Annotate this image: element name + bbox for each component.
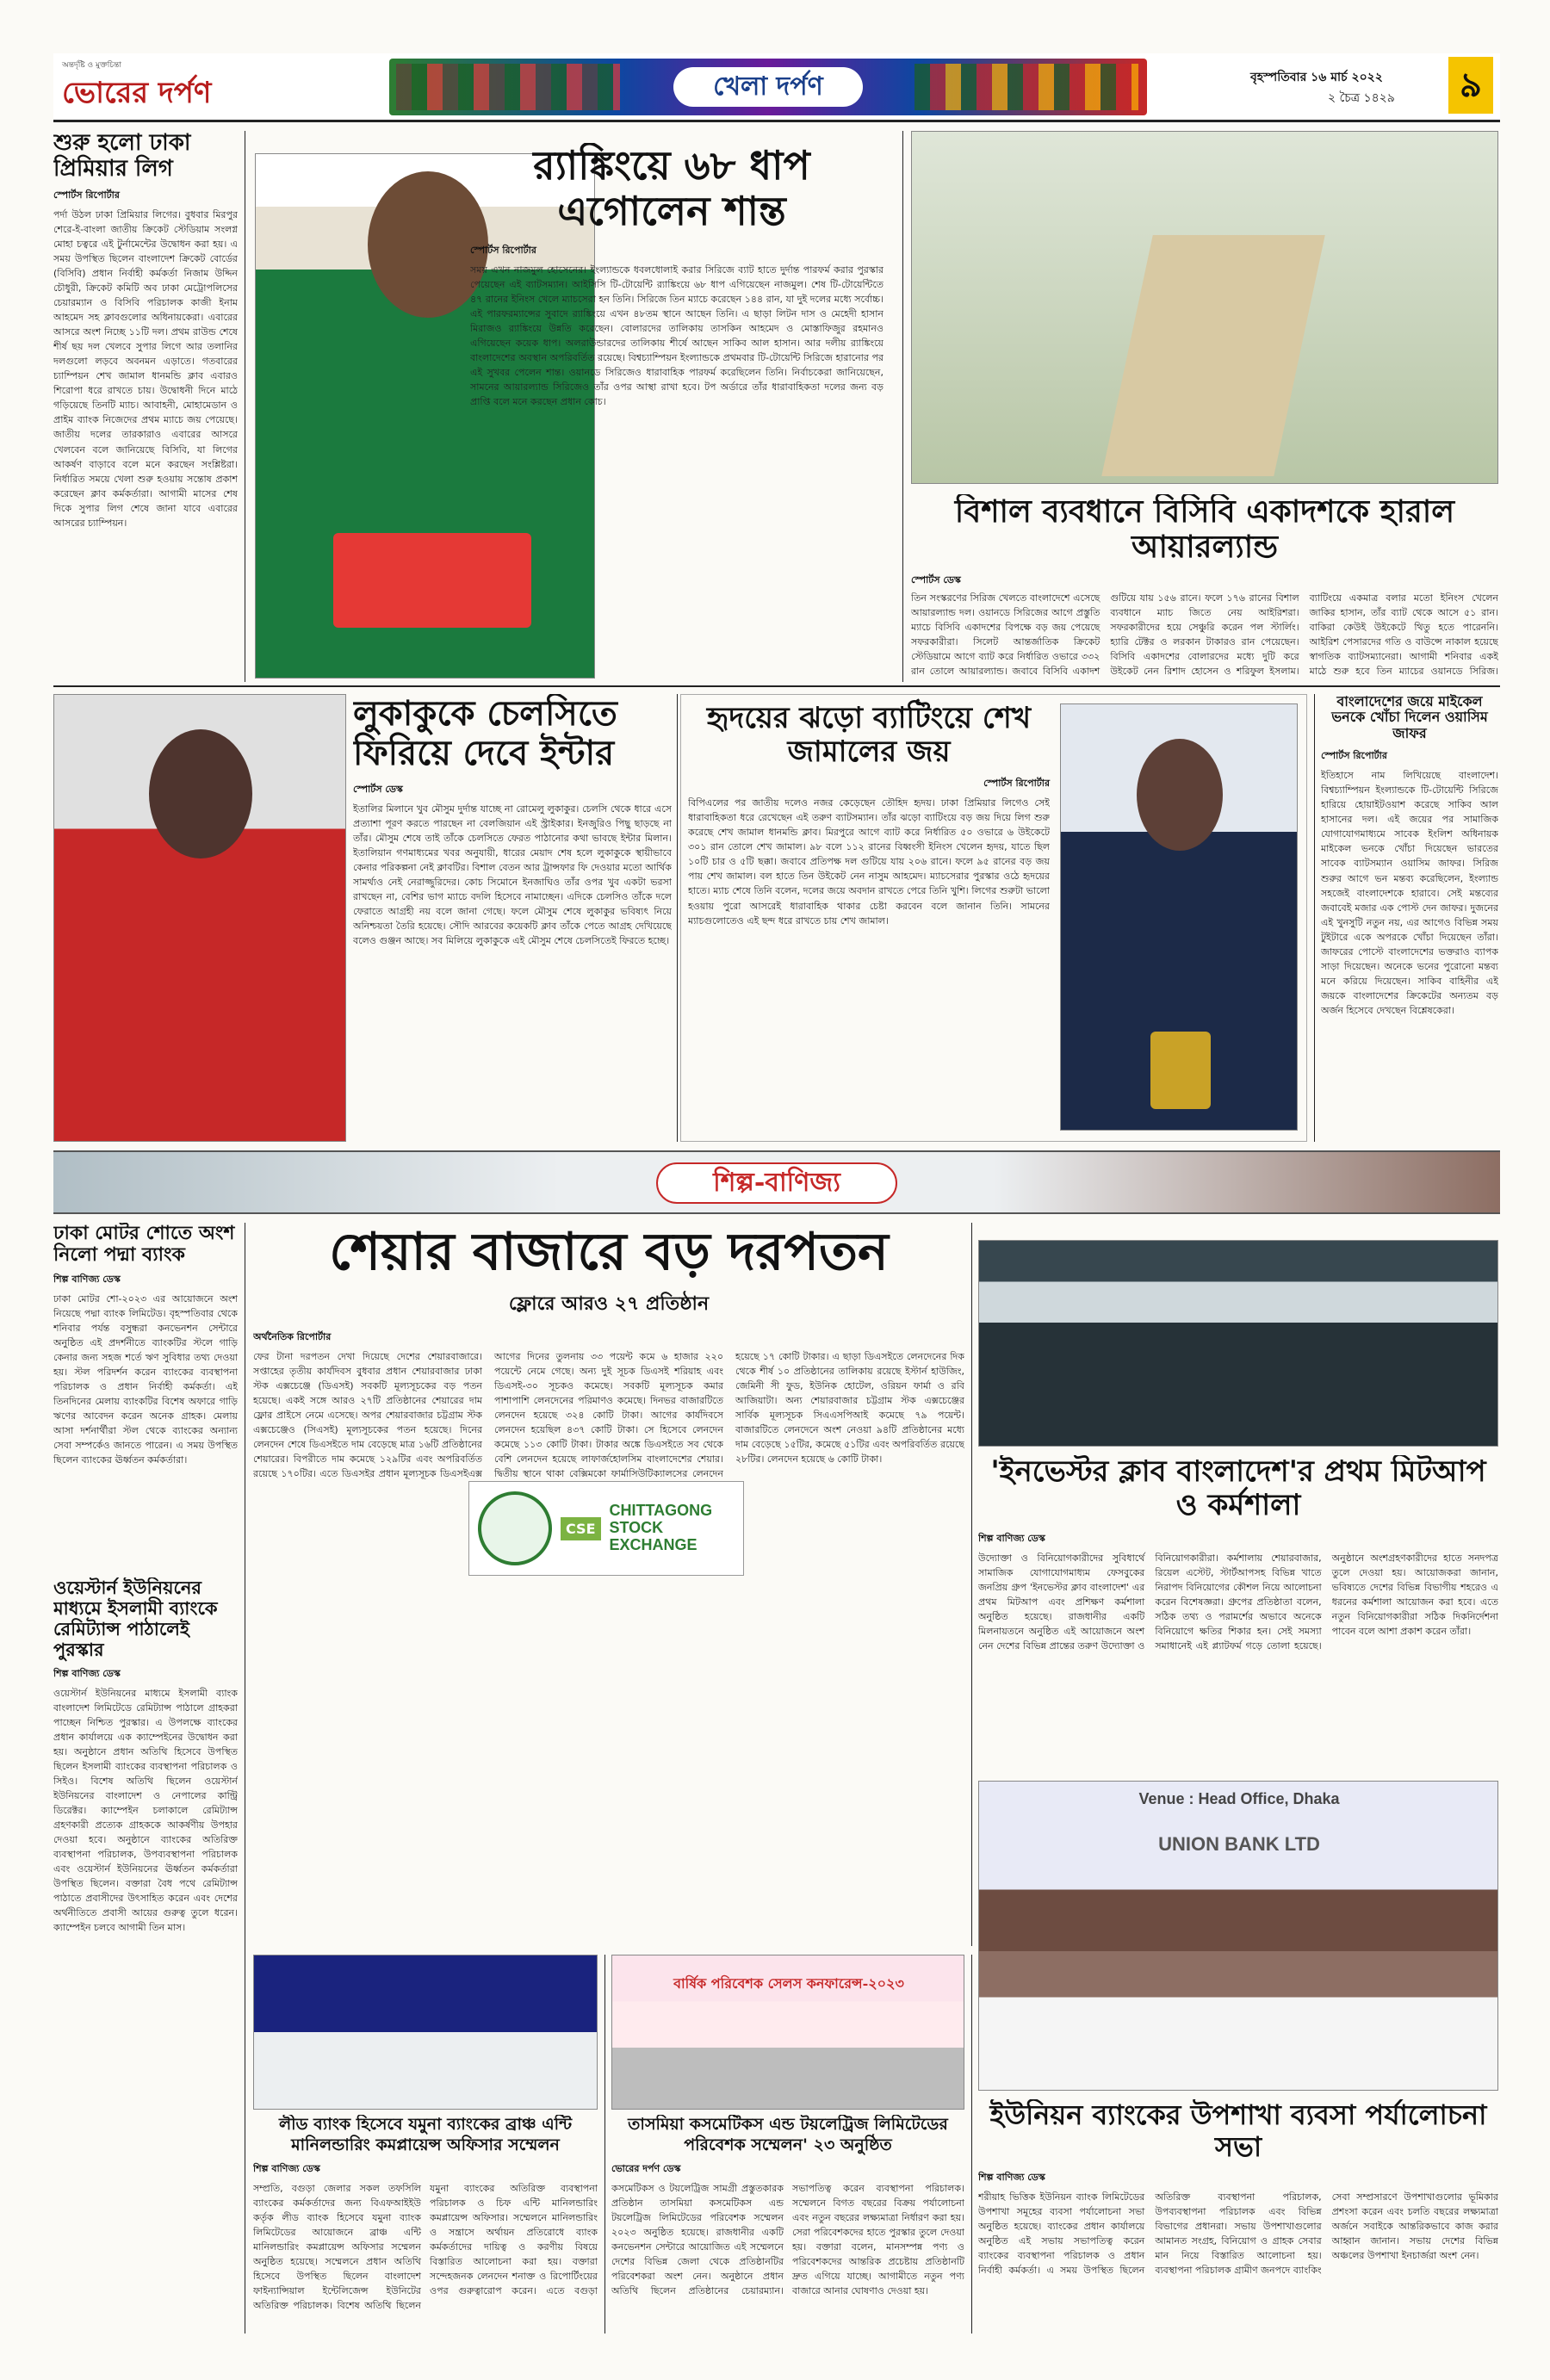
tasmia-photo <box>611 1955 964 2110</box>
article-body: ইতিহাসে নাম লিখিয়েছে বাংলাদেশ। বিশ্বচ্যাম্পিয়ন ইংল্যান্ডকে টি-টোয়েন্টি সিরিজে হারিয়ে হোয়াইটওয়াশ করেছে সাকিব আল হাসানের দল। এই জয়ের পর সামাজিক যোগাযোগমাধ্যমে সাবেক ইংলিশ অধিনায়ক মাইকেল ভনকে খোঁচা দিয়েছেন ভারতের সাবেক ব্যাটসম্যান ওয়াসিম জাফর। সিরিজ শুরুর আগে ভন মন্তব্য করেছিলেন, ইংল্যান্ড সহজেই বাংলাদেশকে হারাবে। সেই মন্তব্যের জবাবেই মজার এক পোস্ট দেন জাফর। দুজনের এই খুনসুটি নতুন নয়, এর আগেও বিভিন্ন সময় টুইটারে একে অপরকে খোঁচা দিয়েছেন তাঁরা। জাফরের পোস্টে বাংলাদেশের ভক্তরাও ব্যাপক সাড়া দিয়েছেন। অনেকে ভনের পুরোনো মন্তব্য মনে করিয়ে দিয়েছেন। সাকিব বাহিনীর এই জয়কে বাংলাদেশের ক্রিকেটের অন্যতম বড় অর্জন হিসেবে দেখছেন বিশ্লেষকেরা। <box>1321 770 1498 1016</box>
article-tasmia <box>611 2115 964 2340</box>
article-shanto <box>465 143 896 677</box>
article-western-union <box>53 1577 238 2335</box>
headline-union-bank: ইউনিয়ন ব্যাংকের উপশাখা ব্যবসা পর্যালোচনা সভা <box>989 2099 1487 2163</box>
hridoy-photo <box>1060 703 1298 1131</box>
headline-western-union: ওয়েস্টার্ন ইউনিয়নের মাধ্যমে ইসলামী ব্যাংকে রেমিট্যান্স পাঠালেই পুরস্কার <box>53 1577 218 1661</box>
cse-logo-text: CHITTAGONG STOCK EXCHANGE <box>609 1502 713 1553</box>
union-bank-photo <box>978 1781 1498 2091</box>
headline-sheikh-jamal: হৃদয়ের ঝড়ো ব্যাটিংয়ে শেখ জামালের জয় <box>706 701 1032 770</box>
headline-share-market: শেয়ার বাজারে বড় দরপতন <box>329 1223 889 1282</box>
headline-jamuna: লীড ব্যাংক হিসেবে যমুনা ব্যাংকের ব্রাঞ্চ এন্টি মানিলন্ডারিং কমপ্লায়েন্স অফিসার সম্মেলন <box>278 2115 573 2154</box>
article-body: সম্প্রতি, বগুড়া জেলার সকল তফসিলি ব্যাংকের কর্মকর্তাদের জন্য বিএফআইইউ কর্তৃক লীড ব্যাংক হিসেবে যমুনা ব্যাংক লিমিটেডের আয়োজনে ব্রাঞ্চ এন্টি মানিলন্ডারিং কমপ্লায়েন্স অফিসার সম্মেলন অনুষ্ঠিত হয়েছে। সম্মেলনে প্রধান অতিথি হিসেবে উপস্থিত ছিলেন বাংলাদেশ ফাইন্যান্সিয়াল ইন্টেলিজেন্স ইউনিটের অতিরিক্ত পরিচালক। বিশেষ অতিথি ছিলেন যমুনা ব্যাংকের অতিরিক্ত ব্যবস্থাপনা পরিচালক ও চিফ এন্টি মানিলন্ডারিং কমপ্লায়েন্স অফিসার। সম্মেলনে মানিলন্ডারিং ও সন্ত্রাসে অর্থায়ন প্রতিরোধে ব্যাংক কর্মকর্তাদের দায়িত্ব ও করণীয় বিষয়ে বিস্তারিত আলোচনা করা হয়। বক্তারা সন্দেহজনক লেনদেন শনাক্ত ও রিপোর্টিংয়ের ওপর গুরুত্বারোপ করেন। এতে বগুড়া <box>253 2182 598 2311</box>
cse-badge: CSE <box>561 1517 601 1540</box>
article-jamuna <box>253 2115 598 2340</box>
byline: শিল্প বাণিজ্য ডেস্ক <box>978 2171 1045 2183</box>
headline-investors: 'ইনভেস্টর ক্লাব বাংলাদেশ'র প্রথম মিটআপ ও কর্মশালা <box>990 1455 1486 1523</box>
byline: ভোরের দর্পণ ডেস্ক <box>611 2162 681 2174</box>
jamuna-photo <box>253 1955 598 2110</box>
article-body: ইতালির মিলানে খুব মৌসুম দুর্দান্ত যাচ্ছে না রোমেলু লুকাকুর। চেলসি থেকে ধারে এসে প্রত্যাশা পূরণ করতে পারছেন না বেলজিয়ান এই স্ট্রাইকার। ইনজুরিও পিছু ছাড়ছে না তাঁর। মৌসুম শেষে তাই তাঁকে চেলসিতে ফেরত পাঠানোর কথা ভাবছে ইন্টার মিলান। ইতালিয়ান গণমাধ্যমের খবর অনুযায়ী, ধারের মেয়াদ শেষ হলে লুকাকুকে স্থায়ীভাবে কেনার পরিকল্পনা নেই ক্লাবটির। বিশাল বেতন আর ট্রান্সফার ফি দেওয়ার মতো আর্থিক সামর্থ্যও নেই নেরাজ্জুরিদের। কোচ সিমোনে ইনজাঘিও তাঁর ওপর খুব একটা ভরসা রাখছেন না, বেশির ভাগ ম্যাচে বদলি হিসেবে নামাচ্ছেন। এদিকে চেলসিও তাঁকে দলে ফেরাতে আগ্রহী নয় বলে জানা গেছে। ফলে মৌসুম শেষে লুকাকুর ভবিষ্যৎ নিয়ে অনিশ্চয়তা তৈরি হয়েছে। সৌদি আরবের কয়েকটি ক্লাব তাঁকে পেতে আগ্রহ দেখিয়েছে বলেও গুঞ্জন আছে। সব মিলিয়ে লুকাকুকে এই মৌসুম শেষে চেলসিতেই ফিরতে হচ্ছে। <box>353 803 672 947</box>
byline: স্পোর্টস রিপোর্টার <box>53 189 120 201</box>
article-premier-league <box>53 131 238 682</box>
date-line-2: ২ চৈত্র ১৪২৯ <box>1328 91 1395 105</box>
article-body: উদ্যোক্তা ও বিনিয়োগকারীদের সুবিধার্থে সামাজিক যোগাযোগমাধ্যম ফেসবুকের জনপ্রিয় গ্রুপ 'ইনভেস্টর ক্লাব বাংলাদেশ' এর প্রথম মিটআপ এবং প্রশিক্ষণ কর্মশালা অনুষ্ঠিত হয়েছে। রাজধানীর একটি মিলনায়তনে অনুষ্ঠিত এই আয়োজনে অংশ নেন দেশের বিভিন্ন প্রান্তের তরুণ উদ্যোক্তা ও বিনিয়োগকারীরা। কর্মশালায় শেয়ারবাজার, রিয়েল এস্টেট, স্টার্টআপসহ বিভিন্ন খাতে নিরাপদ বিনিয়োগের কৌশল নিয়ে আলোচনা করেন বিশেষজ্ঞরা। গ্রুপের প্রতিষ্ঠাতা বলেন, সঠিক তথ্য ও পরামর্শের অভাবে অনেকে বিনিয়োগে ক্ষতির শিকার হন। সেই সমস্যা সমাধানেই এই প্ল্যাটফর্ম গড়ে তোলা হয়েছে। অনুষ্ঠানে অংশগ্রহণকারীদের হাতে সনদপত্র তুলে দেওয়া হয়। আয়োজকরা জানান, ভবিষ্যতে দেশের বিভিন্ন বিভাগীয় শহরেও এ ধরনের কর্মশালা আয়োজন করা হবে। এতে নতুন বিনিয়োগকারীরা সঠিক দিকনির্দেশনা পাবেন বলে আশা প্রকাশ করেন তাঁরা। <box>978 1553 1498 1652</box>
business-banner <box>53 1150 1500 1214</box>
article-body: তিন সংস্করণের সিরিজ খেলতে বাংলাদেশে এসেছে আয়ারল্যান্ড দল। ওয়ানডে সিরিজের আগে প্রস্তুতি ম্যাচে বিসিবি একাদশের বিপক্ষে বড় জয় পেয়েছে সফরকারীরা। সিলেট আন্তর্জাতিক ক্রিকেট স্টেডিয়ামে আগে ব্যাট করে নির্ধারিত ওভারে ৩৩২ রান তোলে আয়ারল্যান্ড। জবাবে বিসিবি একাদশ গুটিয়ে যায় ১৫৬ রানে। ফলে ১৭৬ রানের বিশাল ব্যবধানে ম্যাচ জিতে নেয় আইরিশরা। সফরকারীদের হয়ে সেঞ্চুরি করেন পল স্টার্লিং। হ্যারি টেক্টর ও লরকান টাকারও রান পেয়েছেন। বিসিবি একাদশের বোলারদের মধ্যে দুটি করে উইকেট নেন রিশাদ হোসেন ও শরিফুল ইসলাম। ব্যাটিংয়ে একমাত্র বলার মতো ইনিংস খেলেন জাকির হাসান, তাঁর ব্যাট থেকে আসে ৫১ রান। বাকিরা কেউই উইকেটে থিতু হতে পারেননি। আইরিশ পেসারদের গতি ও বাউন্সে নাকাল হয়েছে স্বাগতিক ব্যাটসম্যানেরা। আগামী শনিবার একই মাঠে শুরু হবে তিন ম্যাচের ওয়ানডে সিরিজ। <box>911 592 1498 678</box>
column-divider <box>971 1223 972 1946</box>
cse-logo <box>468 1481 744 1576</box>
article-body: ঢাকা মোটর শো-২০২৩ এর আয়োজনে অংশ নিয়েছে পদ্মা ব্যাংক লিমিটেড। বৃহস্পতিবার থেকে শনিবার পর্যন্ত বসুন্ধরা কনভেনশন সেন্টারে অনুষ্ঠিত এই প্রদর্শনীতে ব্যাংকটির স্টলে গাড়ি কেনার জন্য সহজ শর্তে ঋণ সুবিধার তথ্য দেওয়া হয়। স্টল পরিদর্শন করেন ব্যাংকের ব্যবস্থাপনা পরিচালক ও প্রধান নির্বাহী কর্মকর্তা। এই তিনদিনের মেলায় ব্যাংকটির বিশেষ অফারে গাড়ি ঋণের আবেদন করেন অনেক গ্রাহক। মেলায় আসা দর্শনার্থীরা স্টল থেকে ব্যাংকের অন্যান্য সেবা সম্পর্কেও জানতে পারেন। এ সময় উপস্থিত ছিলেন ব্যাংকের ঊর্ধ্বতন কর্মকর্তারা। <box>53 1292 238 1466</box>
article-share-market <box>253 1223 964 1946</box>
investors-photo <box>978 1240 1498 1447</box>
cse-seal-icon <box>478 1491 552 1565</box>
article-body: শরীয়াহ ভিত্তিক ইউনিয়ন ব্যাংক লিমিটেডের উপশাখা সমূহের ব্যবসা পর্যালোচনা সভা অনুষ্ঠিত হয়েছে। ব্যাংকের প্রধান কার্যালয়ে অনুষ্ঠিত এই সভায় সভাপতিত্ব করেন ব্যাংকের ব্যবস্থাপনা পরিচালক ও প্রধান নির্বাহী কর্মকর্তা। এ সময় উপস্থিত ছিলেন অতিরিক্ত ব্যবস্থাপনা পরিচালক, উপব্যবস্থাপনা পরিচালক এবং বিভিন্ন বিভাগের প্রধানরা। সভায় উপশাখাগুলোর আমানত সংগ্রহ, বিনিয়োগ ও গ্রাহক সেবার মান নিয়ে বিস্তারিত আলোচনা হয়। ব্যবস্থাপনা পরিচালক গ্রামীণ জনপদে ব্যাংকিং সেবা সম্প্রসারণে উপশাখাগুলোর ভূমিকার প্রশংসা করেন এবং চলতি বছরের লক্ষ্যমাত্রা অর্জনে সবাইকে আন্তরিকভাবে কাজ করার আহ্বান জানান। সভায় দেশের বিভিন্ন অঞ্চলের উপশাখা ইনচার্জরা অংশ নেন। <box>978 2191 1498 2276</box>
article-body: সময় এখন নাজমুল হোসেনের। ইংল্যান্ডকে ধবলধোলাই করার সিরিজে ব্যাট হাতে দুর্দান্ত পারফর্ম করার পুরস্কার পেয়েছেন এই ব্যাটসম্যান। আইসিসি টি-টোয়েন্টি র‍্যাঙ্কিংয়ে ৬৮ ধাপ এগিয়েছেন নাজমুল। শেষ টি-টোয়েন্টিতে ৪৭ রানের ইনিংস খেলে ম্যাচসেরা হন তিনি। সিরিজে তিন ম্যাচে করেছেন ১৪৪ রান, যা দুই দলের মধ্যে সর্বোচ্চ। এই পারফরম্যান্সের সুবাদে র‍্যাঙ্কিংয়ে এখন ৪৮তম স্থানে আছেন তিনি। এ ছাড়া লিটন দাস ও মেহেদী হাসান মিরাজও র‍্যাঙ্কিংয়ে উন্নতি করেছেন। বোলারদের তালিকায় তাসকিন আহমেদ ও মোস্তাফিজুর রহমানও এগিয়েছেন কয়েক ধাপ। অলরাউন্ডারদের তালিকায় শীর্ষে আছেন সাকিব আল হাসান। আর দলীয় র‍্যাঙ্কিংয়ে বাংলাদেশের অবস্থান অপরিবর্তিত রয়েছে। বিশ্বচ্যাম্পিয়ন ইংল্যান্ডকে প্রথমবার টি-টোয়েন্টি সিরিজে হারানোর পর এই সুখবর পেলেন শান্ত। ওয়ানডে সিরিজেও ধারাবাহিক পারফর্ম করেছিলেন তিনি। নির্বাচকেরা জানিয়েছেন, সামনের আয়ারল্যান্ড সিরিজেও তাঁর ওপর আস্থা রাখা হবে। টপ অর্ডারে তাঁর ধারাবাহিকতা দলের জন্য বড় প্রাপ্তি বলে মনে করছেন প্রধান কোচ। <box>470 263 884 408</box>
business-banner-title: শিল্প-বাণিজ্য <box>656 1162 897 1204</box>
headline-padma: ঢাকা মোটর শোতে অংশ নিলো পদ্মা ব্যাংক <box>53 1223 235 1267</box>
date-line-1: বৃহস্পতিবার ১৬ মার্চ ২০২২ <box>1250 71 1383 84</box>
headline-wasim: বাংলাদেশের জয়ে মাইকেল ভনকে খোঁচা দিলেন ওয়াসিম জাফর <box>1331 694 1488 741</box>
union-bank-photo-logo: UNION BANK LTD <box>1158 1833 1320 1855</box>
row-divider <box>53 685 1500 687</box>
byline: শিল্প বাণিজ্য ডেস্ক <box>253 2162 320 2174</box>
player-photo-strip-left <box>396 64 620 110</box>
article-wasim <box>1321 694 1498 1142</box>
byline: অর্থনৈতিক রিপোর্টার <box>253 1331 332 1342</box>
headline-shanto: র‍্যাঙ্কিংয়ে ৬৮ ধাপ এগোলেন শান্ত <box>533 143 810 234</box>
article-lukaku <box>353 694 672 1142</box>
masthead <box>53 53 1500 122</box>
player-head <box>1137 739 1223 851</box>
player-photo-strip-right <box>914 64 1138 110</box>
article-body: বিপিএলের পর জাতীয় দলেও নজর কেড়েছেন তৌহিদ হৃদয়। ঢাকা প্রিমিয়ার লিগেও সেই ধারাবাহিকতা ধরে রেখেছেন এই তরুণ ব্যাটসম্যান। তাঁর ঝড়ো ব্যাটিংয়ে বড় জয় দিয়ে লিগ শুরু করেছে শেখ জামাল ধানমন্ডি ক্লাব। মিরপুরে আগে ব্যাট করে নির্ধারিত ৫০ ওভারে ৬ উইকেটে ৩০১ রান তোলে শেখ জামাল। ৯৮ বলে ১১২ রানের বিধ্বংসী ইনিংস খেলেন হৃদয়, যাতে ছিল ১০টি চার ও ৫টি ছক্কা। জবাবে প্রতিপক্ষ দল গুটিয়ে যায় ২০৬ রানে। ফলে ৯৫ রানের বড় জয় পায় শেখ জামাল। বল হাতে তিন উইকেট নেন নাসুম আহমেদ। ম্যাচসেরার পুরস্কার ওঠে হৃদয়ের হাতে। ম্যাচ শেষে তিনি বলেন, দলের জয়ে অবদান রাখতে পেরে তিনি খুশি। লিগের শুরুটা ভালো হওয়ায় পুরো আসরেই ধারাবাহিক থাকার চেষ্টা করবেন বলে জানান তিনি। সামনের ম্যাচগুলোতেও এই ছন্দ ধরে রাখতে চায় শেখ জামাল। <box>688 797 1050 927</box>
column-divider <box>604 1955 605 2334</box>
headline-bcb-xi: বিশাল ব্যবধানে বিসিবি একাদশকে হারাল আয়ারল্যান্ড <box>954 494 1455 566</box>
page-number: ৯ <box>1448 57 1493 114</box>
article-body: কসমেটিকস ও টয়লেট্রিজ সামগ্রী প্রস্তুতকারক প্রতিষ্ঠান তাসমিয়া কসমেটিকস এন্ড টয়লেট্রিজ লিমিটেডের পরিবেশক সম্মেলন ২০২৩ অনুষ্ঠিত হয়েছে। রাজধানীর একটি কনভেনশন সেন্টারে আয়োজিত এই সম্মেলনে দেশের বিভিন্ন জেলা থেকে প্রতিষ্ঠানটির পরিবেশকরা অংশ নেন। অনুষ্ঠানে প্রধান অতিথি ছিলেন প্রতিষ্ঠানের চেয়ারম্যান। সভাপতিত্ব করেন ব্যবস্থাপনা পরিচালক। সম্মেলনে বিগত বছরের বিক্রয় পর্যালোচনা এবং নতুন বছরের লক্ষ্যমাত্রা নির্ধারণ করা হয়। সেরা পরিবেশকদের হাতে পুরস্কার তুলে দেওয়া হয়। বক্তারা বলেন, মানসম্পন্ন পণ্য ও পরিবেশকদের আন্তরিক প্রচেষ্টায় প্রতিষ্ঠানটি দ্রুত এগিয়ে যাচ্ছে। আগামীতে নতুন পণ্য বাজারে আনার ঘোষণাও দেওয়া হয়। <box>611 2182 964 2296</box>
pitch-strip <box>1101 235 1325 476</box>
column-divider <box>1314 694 1315 1142</box>
tasmia-banner-text: বার্ষিক পরিবেশক সেলস কনফারেন্স-২০২৩ <box>673 1975 904 1992</box>
byline: স্পোর্টস রিপোর্টার <box>983 778 1050 790</box>
column-divider <box>677 694 678 1142</box>
headline-tasmia: তাসমিয়া কসমেটিকস এন্ড টয়লেট্রিজ লিমিটেডের পরিবেশক সম্মেলন' ২৩ অনুষ্ঠিত <box>628 2115 948 2154</box>
column-divider <box>971 1955 972 2334</box>
article-bcb-xi <box>911 494 1498 680</box>
byline: স্পোর্টস রিপোর্টার <box>470 244 536 256</box>
article-body: ওয়েস্টার্ন ইউনিয়নের মাধ্যমে ইসলামী ব্যাংক বাংলাদেশ লিমিটেডে রেমিট্যান্স পাঠালে গ্রাহকরা পাচ্ছেন নিশ্চিত পুরস্কার। এ উপলক্ষে ব্যাংকের প্রধান কার্যালয়ে এক ক্যাম্পেইনের উদ্বোধন করা হয়। অনুষ্ঠানে প্রধান অতিথি হিসেবে উপস্থিত ছিলেন ইসলামী ব্যাংকের ব্যবস্থাপনা পরিচালক ও সিইও। বিশেষ অতিথি ছিলেন ওয়েস্টার্ন ইউনিয়নের বাংলাদেশ ও নেপালের কান্ট্রি ডিরেক্টর। ক্যাম্পেইন চলাকালে রেমিট্যান্স গ্রহণকারী প্রত্যেক গ্রাহককে আকর্ষণীয় উপহার দেওয়া হবে। অনুষ্ঠানে ব্যাংকের অতিরিক্ত ব্যবস্থাপনা পরিচালক, উপব্যবস্থাপনা পরিচালক এবং ওয়েস্টার্ন ইউনিয়নের ঊর্ধ্বতন কর্মকর্তারা উপস্থিত ছিলেন। বক্তারা বৈধ পথে রেমিট্যান্স পাঠাতে প্রবাসীদের উৎসাহিত করেন এবং দেশের অর্থনীতিতে প্রবাসী আয়ের গুরুত্ব তুলে ধরেন। ক্যাম্পেইন চলবে আগামী তিন মাস। <box>53 1687 238 1934</box>
masthead-logo: ভোরের দর্পণ <box>62 76 212 110</box>
byline: স্পোর্টস ডেস্ক <box>353 784 403 795</box>
headline-premier-league: শুরু হলো ঢাকা প্রিমিয়ার লিগ <box>53 131 191 182</box>
article-body: পর্দা উঠল ঢাকা প্রিমিয়ার লিগের। বুধবার মিরপুর শেরে-ই-বাংলা জাতীয় ক্রিকেট স্টেডিয়াম সংলগ্ন মোহা চত্বরে এই টুর্নামেন্টের উদ্বোধন করা হয়। এ সময় উপস্থিত ছিলেন বাংলাদেশ ক্রিকেট বোর্ডের (বিসিবি) প্রধান নির্বাহী কর্মকর্তা নিজাম উদ্দিন চৌধুরী, ক্রিকেট কমিটি অব ঢাকা মেট্রোপলিসের চেয়ারম্যান ও বিসিবি পরিচালক কাজী ইনাম আহমেদ সহ ক্লাবগুলোর অধিনায়কেরা। এবারের আসরে অংশ নিচ্ছে ১১টি দল। প্রথম রাউন্ড শেষে শীর্ষ ছয় দল খেলবে সুপার লিগে আর তলানির দলগুলো লড়বে অবনমন এড়াতে। গতবারের চ্যাম্পিয়ন শেখ জামাল ধানমন্ডি ক্লাব এবারও শিরোপা ধরে রাখতে চায়। উদ্বোধনী দিনে মাঠে গড়িয়েছে তিনটি ম্যাচ। আবাহনী, মোহামেডান ও প্রাইম ব্যাংক নিজেদের প্রথম ম্যাচে জয় পেয়েছে। জাতীয় দলের তারকারাও এবারের আসরে খেলবেন বলে জানিয়েছে বিসিবি, যা লিগের আকর্ষণ বাড়াবে বলে মনে করছেন সংশ্লিষ্টরা। নির্ধারিত সময়ে খেলা শুরু হওয়ায় সন্তোষ প্রকাশ করেছেন ক্লাব কর্মকর্তারা। আগামী মাসের শেষ দিকে সুপার লিগ শেষে জানা যাবে এবারের আসরের চ্যাম্পিয়ন। <box>53 208 238 529</box>
bcb-match-photo <box>911 131 1498 484</box>
player-head <box>149 729 252 858</box>
column-divider <box>902 131 903 682</box>
sports-banner-title: খেলা দর্পণ <box>673 67 863 107</box>
headline-lukaku: লুকাকুকে চেলসিতে ফিরিয়ে দেবে ইন্টার <box>353 694 617 773</box>
article-padma <box>53 1223 238 1567</box>
masthead-sports-banner <box>389 59 1147 115</box>
byline: শিল্প বাণিজ্য ডেস্ক <box>53 1667 121 1679</box>
byline: শিল্প বাণিজ্য ডেস্ক <box>53 1273 121 1285</box>
article-union-bank <box>978 2099 1498 2340</box>
byline: স্পোর্টস রিপোর্টার <box>1321 750 1387 762</box>
article-sheikh-jamal <box>680 694 1307 1142</box>
lukaku-photo <box>53 694 346 1142</box>
subhead-share-market: ফ্লোরে আরও ২৭ প্রতিষ্ঠান <box>508 1292 710 1315</box>
byline: স্পোর্টস ডেস্ক <box>911 573 961 586</box>
byline: শিল্প বাণিজ্য ডেস্ক <box>978 1533 1045 1545</box>
union-bank-photo-banner-line: Venue : Head Office, Dhaka <box>1138 1790 1340 1807</box>
masthead-tagline: অন্তর্দৃষ্টি ও মুক্তচিন্তা <box>62 61 122 70</box>
trophy-icon <box>1150 1032 1211 1109</box>
article-body: ফের টানা দরপতন দেখা দিয়েছে দেশের শেয়ারবাজারে। সপ্তাহের তৃতীয় কার্যদিবস বুধবার প্রধান শেয়ারবাজার ঢাকা স্টক এক্সচেঞ্জে (ডিএসই) সবকটি মূল্যসূচকের বড় পতন হয়েছে। একই সঙ্গে আরও ২৭টি প্রতিষ্ঠানের শেয়ারের দাম ফ্লোর প্রাইসে নেমে এসেছে। অপর শেয়ারবাজার চট্টগ্রাম স্টক এক্সচেঞ্জেও (সিএসই) মূল্যসূচকের পতন হয়েছে। দিনের লেনদেন শেষে ডিএসইতে দাম বেড়েছে মাত্র ১৬টি প্রতিষ্ঠানের শেয়ারের। বিপরীতে দাম কমেছে ১২৯টির এবং অপরিবর্তিত রয়েছে ১৭০টির। এতে ডিএসইর প্রধান মূল্যসূচক ডিএসইএক্স আগের দিনের তুলনায় ৩৩ পয়েন্ট কমে ৬ হাজার ২২০ পয়েন্টে নেমে গেছে। অন্য দুই সূচক ডিএসই শরিয়াহ এবং ডিএসই-৩০ সূচকও কমেছে। সবকটি মূল্যসূচক কমার পাশাপাশি লেনদেনের পরিমাণও কমেছে। দিনভর বাজারটিতে লেনদেন হয়েছে ৩২৪ কোটি টাকা। আগের কার্যদিবসে লেনদেন হয়েছিল ৪৩৭ কোটি টাকা। সে হিসেবে লেনদেন কমেছে ১১৩ কোটি টাকা। টাকার অঙ্কে ডিএসইতে সব থেকে বেশি লেনদেন হয়েছে লাফার্জহোলসিম বাংলাদেশের শেয়ার। দ্বিতীয় স্থানে থাকা বেক্সিমকো ফার্মাসিউটিক্যালসের লেনদেন হয়েছে ১৭ কোটি টাকার। এ ছাড়া ডিএসইতে লেনদেনের দিক থেকে শীর্ষ ১০ প্রতিষ্ঠানের তালিকায় রয়েছে ইস্টার্ন হাউজিং, জেমিনী সী ফুড, ইউনিক হোটেল, ওরিয়ন ফার্মা ও রবি আজিয়াটা। অন্য শেয়ারবাজার চট্টগ্রাম স্টক এক্সচেঞ্জের সার্বিক মূল্যসূচক সিএএসপিআই কমেছে ৭৯ পয়েন্ট। বাজারটিতে লেনদেনে অংশ নেওয়া ৯৪টি প্রতিষ্ঠানের মধ্যে দাম বেড়েছে ১৫টির, কমেছে ৫১টির এবং অপরিবর্তিত রয়েছে ২৮টির। লেনদেন হয়েছে ৬ কোটি টাকা। <box>253 1351 964 1480</box>
